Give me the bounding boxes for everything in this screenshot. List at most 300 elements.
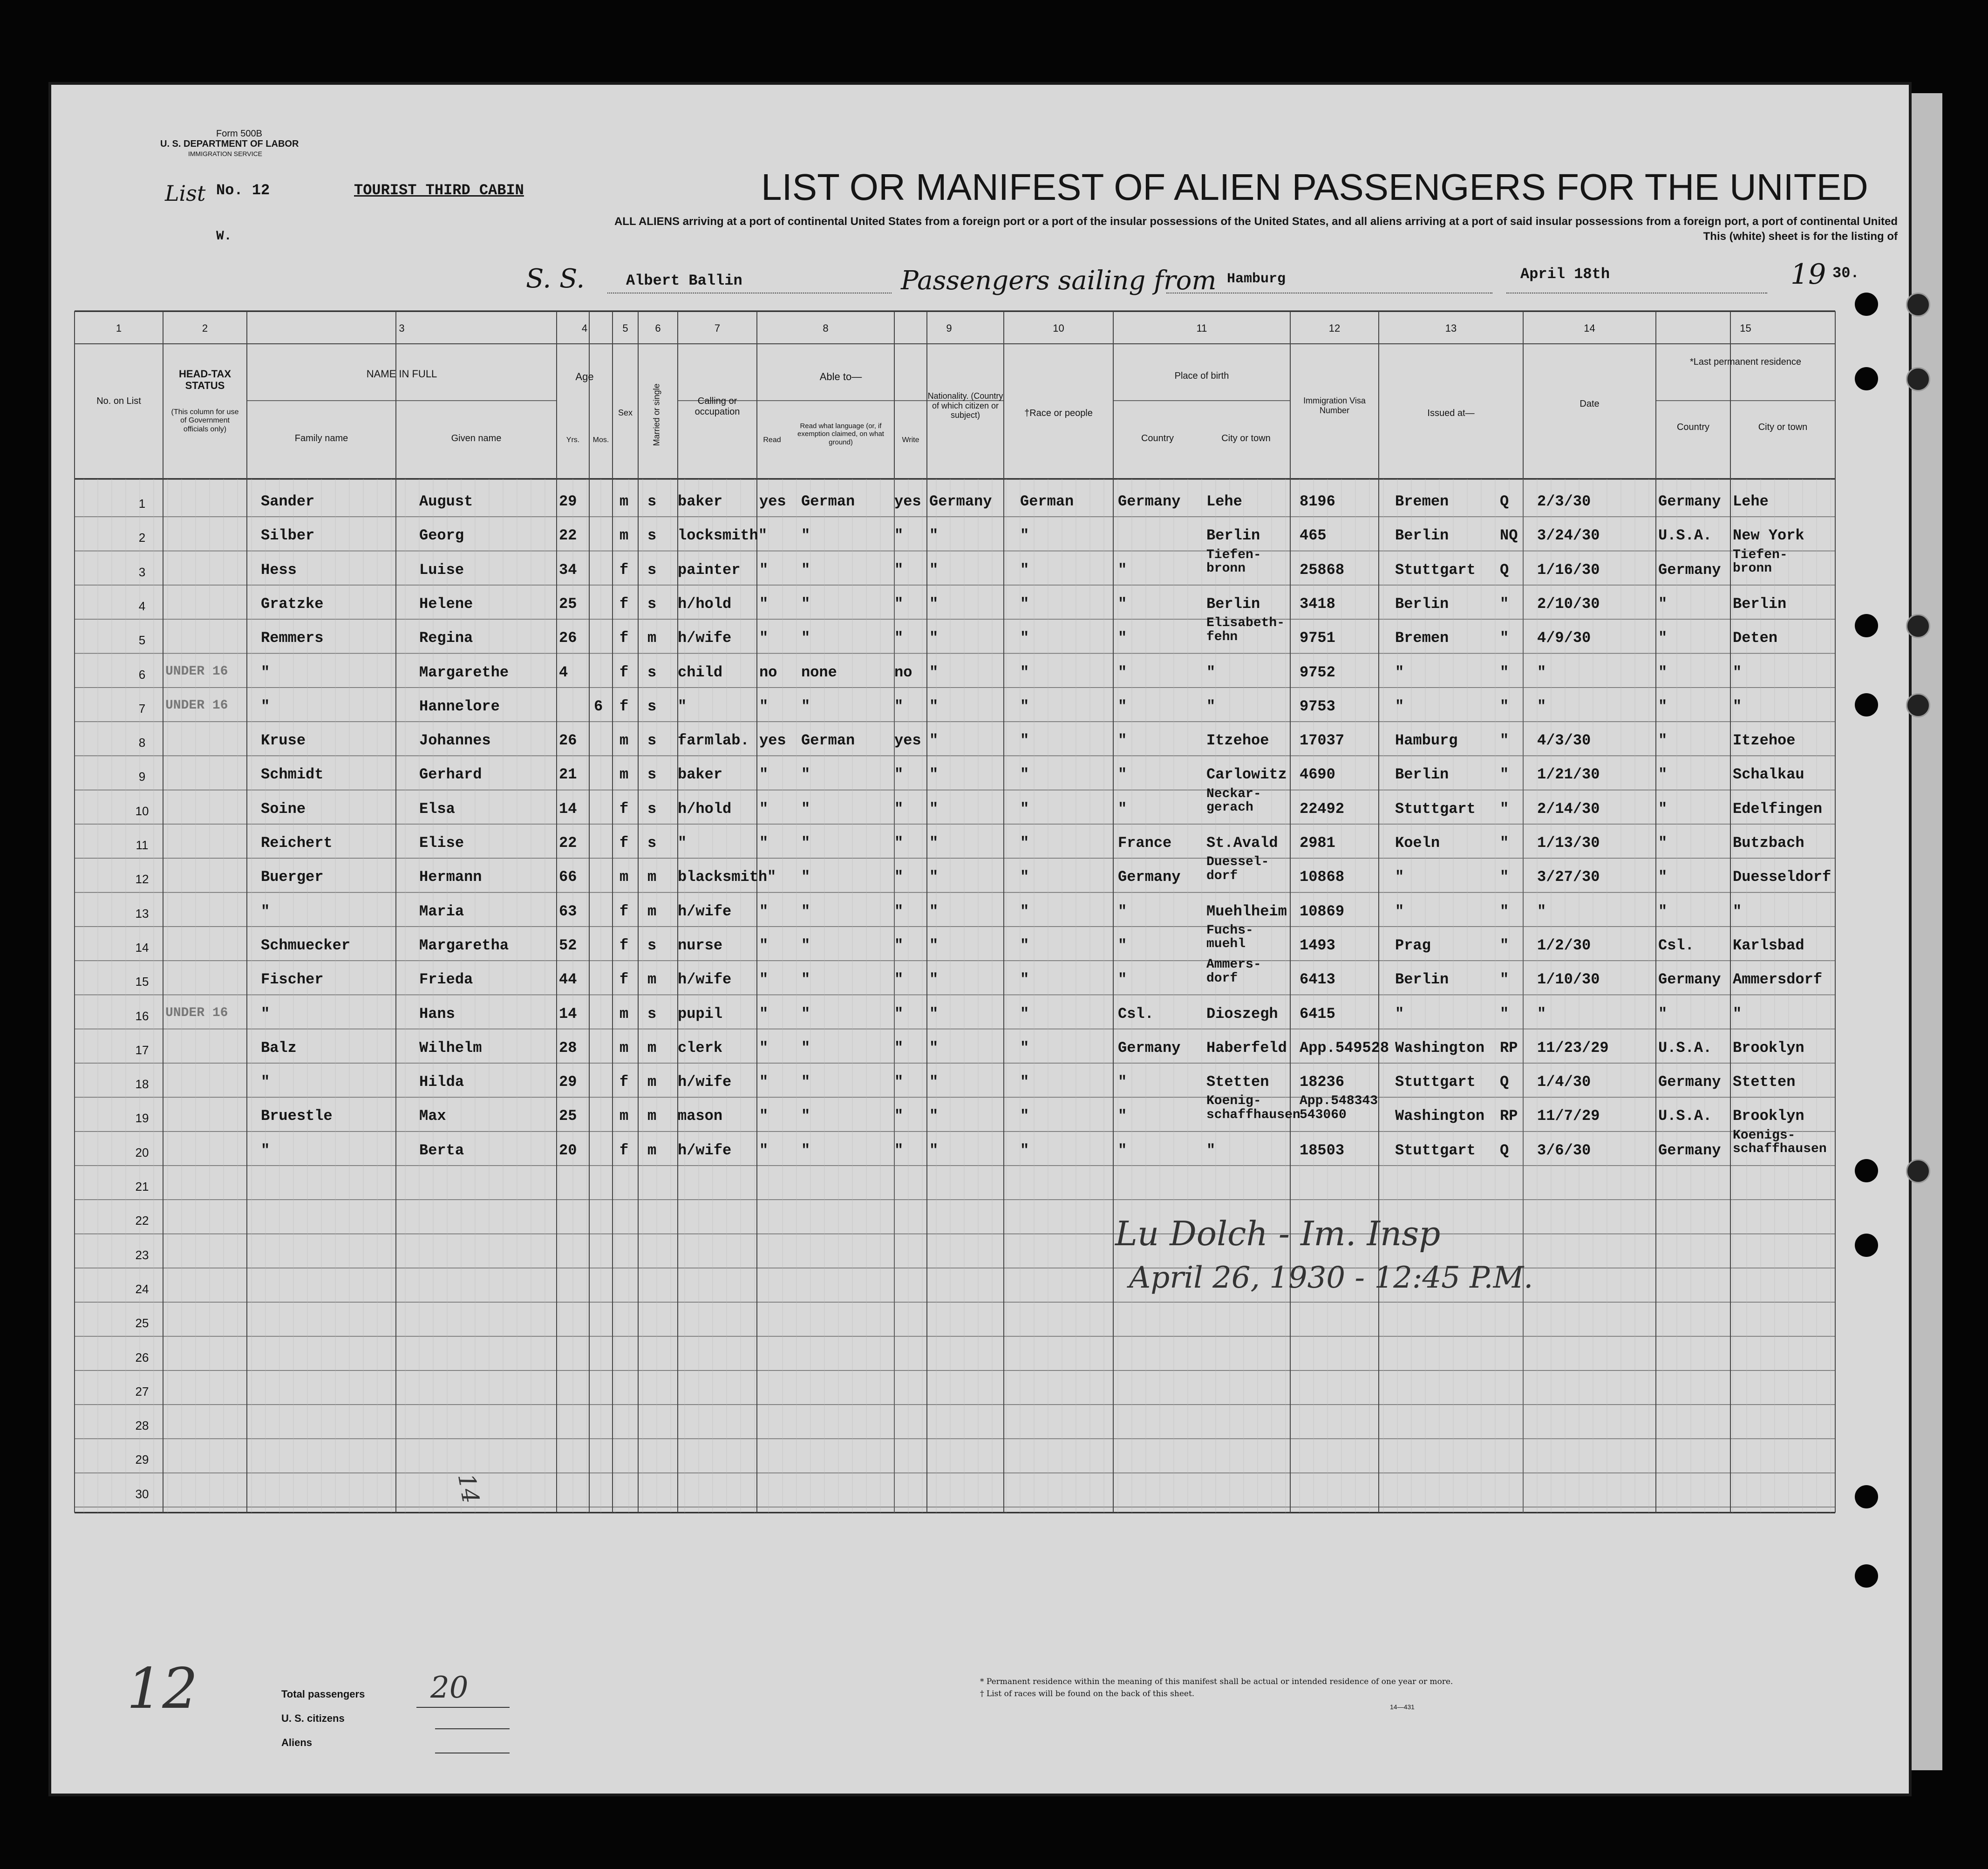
subtitle-line-2: This (white) sheet is for the listing of — [1703, 230, 1898, 243]
cell-given: Hilda — [419, 1073, 464, 1091]
cell-date: 1/21/30 — [1537, 766, 1600, 784]
cell-rcity: Brooklyn — [1733, 1039, 1804, 1057]
cell-yrs: 20 — [559, 1141, 577, 1159]
cell-race: " — [1020, 732, 1029, 750]
header-visa: Immigration Visa Number — [1303, 396, 1366, 415]
cell-ms: m — [647, 868, 657, 886]
column-number-2: 2 — [202, 322, 208, 334]
cell-bcity: St.Avald — [1206, 834, 1278, 852]
cell-yrs: 34 — [559, 561, 577, 579]
cell-family: Soine — [261, 800, 306, 818]
cell-race: " — [1020, 1141, 1029, 1159]
cell-bcountry: " — [1118, 1141, 1127, 1159]
cell-family: Fischer — [261, 971, 324, 989]
cell-rcity: " — [1733, 1005, 1742, 1023]
cell-sex: f — [620, 561, 629, 579]
cell-sex: f — [620, 936, 629, 954]
cell-rcountry: U.S.A. — [1658, 1039, 1712, 1057]
cell-rcountry: " — [1658, 1005, 1668, 1023]
cell-race: German — [1020, 493, 1074, 510]
cell-lang: " — [801, 1073, 810, 1091]
header-date: Date — [1580, 399, 1600, 409]
cell-code: " — [1500, 902, 1509, 920]
cell-lang: " — [801, 595, 810, 613]
cell-code: Q — [1500, 1141, 1509, 1159]
cell-bcountry: " — [1118, 732, 1127, 750]
cell-ms: s — [647, 936, 657, 954]
header-place-of-birth: Place of birth — [1174, 371, 1229, 381]
cell-code: NQ — [1500, 527, 1518, 545]
punch-hole — [1855, 1485, 1878, 1508]
cell-issued: " — [1395, 663, 1404, 681]
cell-yrs: 25 — [559, 1107, 577, 1125]
cell-ms: m — [647, 629, 657, 647]
cell-race: " — [1020, 1107, 1029, 1125]
cell-rcity: " — [1733, 697, 1742, 715]
cell-code: Q — [1500, 1073, 1509, 1091]
cell-visa: 25868 — [1300, 561, 1345, 579]
cell-rcountry: Germany — [1658, 493, 1721, 510]
cell-write: " — [894, 595, 904, 613]
cell-date: 1/10/30 — [1537, 971, 1600, 989]
row-number: 15 — [135, 975, 149, 989]
cell-nat: " — [929, 971, 939, 989]
list-label: List — [165, 181, 206, 206]
cell-race: " — [1020, 800, 1029, 818]
column-number-10: 10 — [1053, 322, 1064, 334]
cell-family: Sander — [261, 493, 315, 510]
cell-nat: " — [929, 732, 939, 750]
ss-label: S. S. — [526, 264, 585, 294]
cell-race: " — [1020, 936, 1029, 954]
cell-read: " — [759, 902, 769, 920]
row-number: 3 — [138, 565, 146, 579]
cell-family: Bruestle — [261, 1107, 333, 1125]
cell-given: Frieda — [419, 971, 473, 989]
cell-read: " — [759, 1005, 769, 1023]
row-number: 1 — [138, 497, 146, 511]
cell-write: no — [894, 663, 912, 681]
cell-lang: German — [801, 732, 855, 750]
cell-bcountry: Germany — [1118, 868, 1181, 886]
cell-race: " — [1020, 595, 1029, 613]
cell-sex: f — [620, 595, 629, 613]
cell-race: " — [1020, 766, 1029, 784]
cell-race: " — [1020, 1005, 1029, 1023]
cell-lang: " — [801, 561, 810, 579]
cell-family: Reichert — [261, 834, 333, 852]
cell-date: 4/9/30 — [1537, 629, 1591, 647]
cell-write: " — [894, 766, 904, 784]
cell-bcountry: " — [1118, 697, 1127, 715]
cell-write: " — [894, 1141, 904, 1159]
row-number: 17 — [135, 1043, 149, 1057]
cell-visa: 8196 — [1300, 493, 1335, 510]
cell-yrs: 29 — [559, 1073, 577, 1091]
cell-code: RP — [1500, 1039, 1518, 1057]
list-w-mark: W. — [216, 229, 232, 244]
cell-rcountry: Germany — [1658, 561, 1721, 579]
year-prefix: 19 — [1791, 258, 1826, 291]
cell-family: " — [261, 663, 270, 681]
row-number: 30 — [135, 1487, 149, 1501]
header-no-on-list: No. on List — [96, 396, 141, 406]
punch-hole — [1906, 293, 1930, 317]
cell-yrs: 22 — [559, 527, 577, 545]
punch-hole — [1855, 1234, 1878, 1257]
cell-visa: 17037 — [1300, 732, 1345, 750]
cell-family: " — [261, 1141, 270, 1159]
cell-bcity: Elisabeth- fehn — [1206, 616, 1285, 644]
cell-sex: m — [620, 868, 629, 886]
cell-rcity: Butzbach — [1733, 834, 1804, 852]
cell-date: 1/16/30 — [1537, 561, 1600, 579]
cell-write: " — [894, 1039, 904, 1057]
cell-issued: " — [1395, 868, 1404, 886]
cell-lang: " — [801, 971, 810, 989]
cell-issued: Koeln — [1395, 834, 1440, 852]
cell-visa: 18503 — [1300, 1141, 1345, 1159]
cell-yrs: 26 — [559, 732, 577, 750]
cell-rcity: Tiefen- bronn — [1733, 547, 1788, 576]
header-head-tax: HEAD-TAX STATUS — [178, 368, 231, 392]
cell-nat: " — [929, 697, 939, 715]
cell-sex: m — [620, 527, 629, 545]
cell-occ: h/hold — [678, 595, 732, 613]
cell-date: 4/3/30 — [1537, 732, 1591, 750]
cell-given: Elise — [419, 834, 464, 852]
cell-bcountry: " — [1118, 1107, 1127, 1125]
inspector-signature: Lu Dolch - Im. Insp — [1115, 1214, 1441, 1253]
punch-hole — [1855, 1564, 1878, 1588]
footnote-races: † List of races will be found on the back of this sheet. — [980, 1689, 1195, 1698]
cell-read: " — [759, 1141, 769, 1159]
cell-rcountry: U.S.A. — [1658, 1107, 1712, 1125]
header-calling: Calling or occupation — [694, 396, 740, 417]
cell-rcountry: " — [1658, 595, 1668, 613]
us-citizens-line — [435, 1728, 510, 1729]
cell-issued: Berlin — [1395, 766, 1449, 784]
cell-code: " — [1500, 595, 1509, 613]
cell-bcountry: " — [1118, 766, 1127, 784]
cell-race: " — [1020, 834, 1029, 852]
cell-visa: App.548343 543060 — [1300, 1094, 1378, 1122]
cell-given: Georg — [419, 527, 464, 545]
cell-read: " — [759, 1039, 769, 1057]
cell-yrs: 28 — [559, 1039, 577, 1057]
cell-nat: " — [929, 629, 939, 647]
cell-bcountry: Germany — [1118, 1039, 1181, 1057]
cell-sex: m — [620, 732, 629, 750]
row-number: 6 — [138, 667, 146, 682]
cell-issued: " — [1395, 697, 1404, 715]
head-tax-status: UNDER 16 — [165, 1005, 228, 1020]
punch-hole — [1906, 1159, 1930, 1183]
cell-occ: clerk — [678, 1039, 723, 1057]
header-family-name: Family name — [294, 433, 348, 443]
year-suffix: 30. — [1832, 265, 1859, 282]
cell-nat: " — [929, 868, 939, 886]
cell-ms: s — [647, 1005, 657, 1023]
column-number-13: 13 — [1445, 322, 1457, 334]
row-number: 20 — [135, 1145, 149, 1160]
port-name: Hamburg — [1227, 271, 1286, 287]
cell-bcountry: " — [1118, 800, 1127, 818]
cell-rcountry: Germany — [1658, 1073, 1721, 1091]
cell-date: 2/10/30 — [1537, 595, 1600, 613]
cell-sex: m — [620, 1107, 629, 1125]
cell-read: " — [759, 697, 769, 715]
cell-read: " — [759, 936, 769, 954]
cell-write: yes — [894, 493, 921, 510]
cell-bcity: Neckar- gerach — [1206, 786, 1261, 815]
cell-lang: " — [801, 527, 810, 545]
header-issued-at: Issued at— — [1427, 408, 1475, 418]
cell-family: Silber — [261, 527, 315, 545]
cell-occ: baker — [678, 766, 723, 784]
cell-yrs: 26 — [559, 629, 577, 647]
cell-date: " — [1537, 902, 1546, 920]
cell-write: " — [894, 936, 904, 954]
cell-yrs: 4 — [559, 663, 568, 681]
cell-rcity: Deten — [1733, 629, 1778, 647]
row-number: 24 — [135, 1282, 149, 1296]
cell-bcity: Berlin — [1206, 595, 1260, 613]
cell-write: " — [894, 834, 904, 852]
cell-bcountry: " — [1118, 902, 1127, 920]
cell-read: " — [759, 834, 769, 852]
cell-code: Q — [1500, 561, 1509, 579]
cell-issued: Berlin — [1395, 971, 1449, 989]
cell-lang: " — [801, 697, 810, 715]
cell-visa: 10869 — [1300, 902, 1345, 920]
row-number: 2 — [138, 531, 146, 545]
row-number: 21 — [135, 1180, 149, 1194]
cell-occ: locksmith" — [678, 527, 768, 545]
cell-occ: " — [678, 697, 687, 715]
header-last-residence: *Last permanent residence — [1689, 357, 1802, 367]
cell-family: Schmidt — [261, 766, 324, 784]
cell-bcity: Ammers- dorf — [1206, 957, 1261, 986]
header-married-or-single: Married or single — [652, 383, 661, 446]
cell-visa: 9752 — [1300, 663, 1335, 681]
cell-date: 3/27/30 — [1537, 868, 1600, 886]
cell-read: " — [759, 629, 769, 647]
cell-occ: h/wife — [678, 1141, 732, 1159]
column-number-5: 5 — [622, 322, 628, 334]
cell-sex: m — [620, 493, 629, 510]
header-nationality: Nationality. (Country of which citizen or subject) — [927, 391, 1003, 420]
row-number: 28 — [135, 1419, 149, 1433]
head-tax-status: UNDER 16 — [165, 664, 228, 679]
cell-lang: " — [801, 834, 810, 852]
cell-given: Regina — [419, 629, 473, 647]
cell-rcity: Karlsbad — [1733, 936, 1804, 954]
cell-bcity: Tiefen- bronn — [1206, 547, 1261, 576]
cell-code: " — [1500, 971, 1509, 989]
total-passengers-value: 20 — [430, 1671, 469, 1705]
cell-bcountry: " — [1118, 561, 1127, 579]
cell-family: " — [261, 902, 270, 920]
cell-occ: child — [678, 663, 723, 681]
row-number: 29 — [135, 1453, 149, 1467]
cell-ms: m — [647, 1141, 657, 1159]
cell-family: Schmuecker — [261, 936, 351, 954]
cell-sex: f — [620, 629, 629, 647]
cell-family: Buerger — [261, 868, 324, 886]
cell-read: yes — [759, 493, 786, 510]
cell-yrs: 14 — [559, 800, 577, 818]
cell-visa: 6413 — [1300, 971, 1335, 989]
cell-code: " — [1500, 1005, 1509, 1023]
cell-lang: " — [801, 766, 810, 784]
cell-sex: f — [620, 1073, 629, 1091]
cell-family: Gratzke — [261, 595, 324, 613]
row-number: 9 — [138, 770, 146, 784]
cell-ms: m — [647, 971, 657, 989]
cell-lang: " — [801, 1141, 810, 1159]
cell-read: " — [759, 595, 769, 613]
cell-rcity: Duesseldorf — [1733, 868, 1831, 886]
cell-occ: baker — [678, 493, 723, 510]
cell-nat: " — [929, 663, 939, 681]
cell-issued: Washington — [1395, 1039, 1485, 1057]
cell-lang: " — [801, 1107, 810, 1125]
cell-bcity: Muehlheim — [1206, 902, 1287, 920]
cell-nat: " — [929, 1005, 939, 1023]
cell-ms: s — [647, 595, 657, 613]
row-number: 11 — [136, 838, 149, 852]
cell-visa: 3418 — [1300, 595, 1335, 613]
cell-bcountry: " — [1118, 629, 1127, 647]
cell-nat: " — [929, 1073, 939, 1091]
cell-code: " — [1500, 663, 1509, 681]
row-number: 4 — [138, 599, 146, 613]
cell-ms: s — [647, 493, 657, 510]
cell-date: " — [1537, 1005, 1546, 1023]
cell-date: 1/13/30 — [1537, 834, 1600, 852]
row-number: 26 — [135, 1350, 149, 1364]
cell-ms: m — [647, 1039, 657, 1057]
header-read: Read — [763, 436, 781, 444]
us-citizens-label: U. S. citizens — [281, 1712, 345, 1724]
column-number-4: 4 — [581, 322, 588, 334]
cell-write: yes — [894, 732, 921, 750]
cell-code: " — [1500, 629, 1509, 647]
cell-lang: German — [801, 493, 855, 510]
cell-code: " — [1500, 697, 1509, 715]
cell-date: 2/3/30 — [1537, 493, 1591, 510]
cell-issued: Hamburg — [1395, 732, 1458, 750]
column-number-6: 6 — [655, 322, 661, 334]
cell-sex: f — [620, 697, 629, 715]
column-number-9: 9 — [946, 322, 952, 334]
cell-write: " — [894, 697, 904, 715]
cell-given: Maria — [419, 902, 464, 920]
cell-bcountry: " — [1118, 971, 1127, 989]
cell-yrs: 21 — [559, 766, 577, 784]
cell-bcity: Dioszegh — [1206, 1005, 1278, 1023]
cell-rcountry: " — [1658, 834, 1668, 852]
cell-nat: " — [929, 834, 939, 852]
subtitle-line-1: ALL ALIENS arriving at a port of continental United States from a foreign port or a port of the insular possessions of the United States, and all aliens arriving at a port of said insular possessions from a foreign port, a port of continental United — [614, 215, 1898, 228]
cell-sex: f — [620, 902, 629, 920]
cell-issued: " — [1395, 902, 1404, 920]
cell-code: RP — [1500, 1107, 1518, 1125]
row-number: 14 — [135, 940, 149, 955]
print-code: 14—431 — [1390, 1703, 1415, 1711]
cell-code: Q — [1500, 493, 1509, 510]
column-number-3: 3 — [399, 322, 405, 334]
punch-hole — [1855, 1159, 1878, 1182]
cell-issued: Bremen — [1395, 493, 1449, 510]
cell-code: " — [1500, 834, 1509, 852]
cell-occ: pupil — [678, 1005, 723, 1023]
cell-date: 3/24/30 — [1537, 527, 1600, 545]
row-number: 5 — [138, 633, 146, 648]
cell-visa: 1493 — [1300, 936, 1335, 954]
head-tax-status: UNDER 16 — [165, 698, 228, 713]
cell-nat: " — [929, 766, 939, 784]
cell-family: Remmers — [261, 629, 324, 647]
cell-occ: blacksmith" — [678, 868, 776, 886]
header-given-name: Given name — [451, 433, 502, 443]
punch-hole — [1906, 693, 1930, 717]
cell-issued: " — [1395, 1005, 1404, 1023]
cell-bcity: Itzehoe — [1206, 732, 1269, 750]
cell-yrs: 52 — [559, 936, 577, 954]
cell-given: Max — [419, 1107, 446, 1125]
row-number: 10 — [135, 804, 149, 818]
cell-rcity: " — [1733, 902, 1742, 920]
cell-race: " — [1020, 868, 1029, 886]
cell-nat: " — [929, 561, 939, 579]
cell-occ: mason — [678, 1107, 723, 1125]
header-read-what: Read what language (or, if exemption claimed, on what ground) — [797, 422, 884, 446]
cell-date: 2/14/30 — [1537, 800, 1600, 818]
cell-ms: s — [647, 561, 657, 579]
cell-bcountry: " — [1118, 936, 1127, 954]
cell-family: Balz — [261, 1039, 297, 1057]
cell-write: " — [894, 629, 904, 647]
cell-ms: s — [647, 766, 657, 784]
cell-visa: App.549528 — [1300, 1039, 1389, 1057]
cell-rcity: " — [1733, 663, 1742, 681]
cell-visa: 4690 — [1300, 766, 1335, 784]
row-number: 16 — [135, 1009, 149, 1023]
cell-visa: 18236 — [1300, 1073, 1345, 1091]
header-birth-city: City or town — [1221, 433, 1271, 443]
cell-lang: " — [801, 936, 810, 954]
cell-ms: m — [647, 1107, 657, 1125]
column-number-1: 1 — [116, 322, 122, 334]
cell-sex: m — [620, 1039, 629, 1057]
cell-issued: Stuttgart — [1395, 561, 1476, 579]
cell-issued: Prag — [1395, 936, 1431, 954]
cell-bcity: Stetten — [1206, 1073, 1269, 1091]
cell-occ: " — [678, 834, 687, 852]
cell-rcountry: Germany — [1658, 1141, 1721, 1159]
cell-occ: h/hold — [678, 800, 732, 818]
cell-bcity: Carlowitz — [1206, 766, 1287, 784]
cell-yrs: 44 — [559, 971, 577, 989]
cell-lang: " — [801, 1039, 810, 1057]
cell-sex: f — [620, 1141, 629, 1159]
cell-rcity: Itzehoe — [1733, 732, 1796, 750]
cell-bcountry: France — [1118, 834, 1172, 852]
cell-rcountry: " — [1658, 663, 1668, 681]
cell-yrs: 29 — [559, 493, 577, 510]
